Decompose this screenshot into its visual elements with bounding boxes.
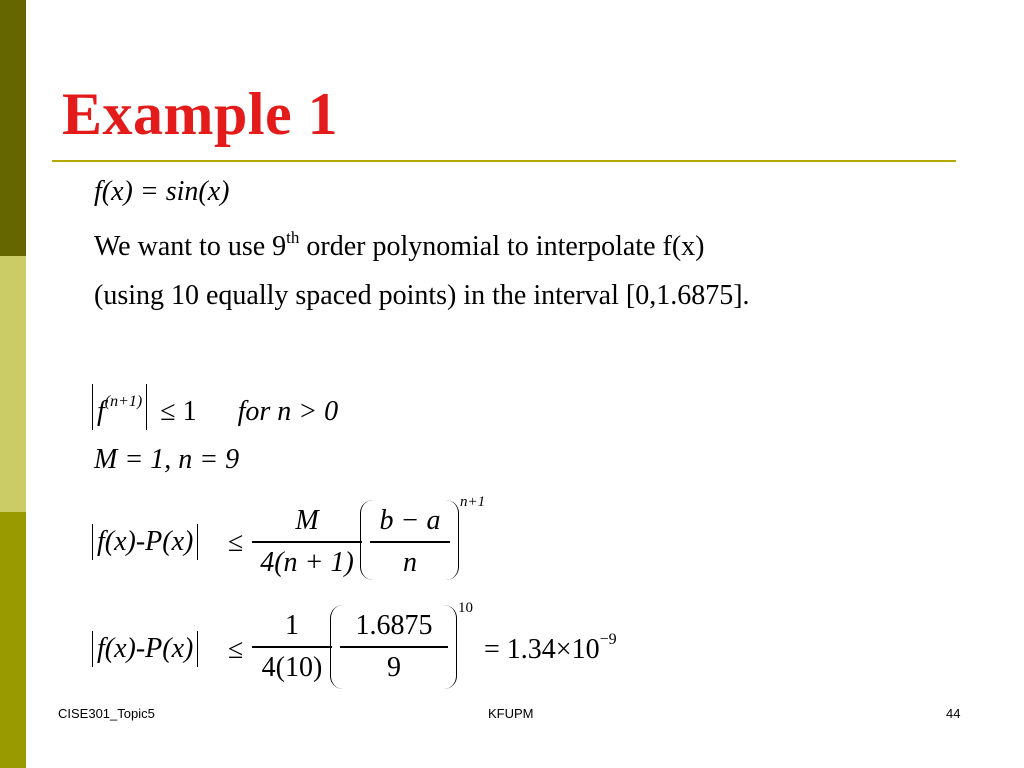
slide-number: 44 — [946, 706, 961, 721]
error-abs-2: f(x)-P(x) — [92, 631, 198, 667]
bound-value: ≤ 1 — [160, 396, 197, 427]
fraction-interval-denominator: 9 — [387, 651, 401, 683]
slide-title: Example 1 — [62, 81, 339, 147]
error-bound-lhs-2 — [92, 631, 198, 667]
fraction-m-numerator: M — [295, 505, 319, 536]
result-exponent: −9 — [599, 631, 617, 648]
fraction-interval-bar — [340, 646, 448, 648]
result-value: = 1.34×10 — [484, 634, 600, 665]
description-line-1 — [94, 228, 705, 263]
fraction-m-bar — [252, 541, 362, 543]
fraction-b-a-bar — [370, 541, 450, 543]
fraction-b-a-numerator: b − a — [379, 505, 441, 536]
description-line-1-a: We want to use 9 — [94, 231, 287, 262]
fraction-m — [252, 505, 362, 579]
exponent-10: 10 — [458, 600, 473, 616]
derivative-abs — [92, 384, 147, 430]
leq-sign-2: ≤ — [228, 634, 244, 665]
fraction-one-denominator: 4(10) — [261, 651, 323, 683]
bound-condition: for n > 0 — [237, 396, 339, 427]
footer-institution: KFUPM — [488, 706, 534, 721]
ordinal-suffix: th — [286, 228, 300, 247]
derivative-order: (n+1) — [104, 393, 143, 410]
fraction-interval — [340, 610, 448, 684]
result — [484, 631, 617, 666]
derivative-bound — [92, 384, 338, 430]
parameters: M = 1, n = 9 — [94, 444, 240, 475]
fraction-one-numerator: 1 — [285, 610, 299, 641]
derivative-f: f — [97, 396, 105, 427]
description-line-2: (using 10 equally spaced points) in the interval [0,1.6875]. — [94, 280, 750, 311]
title-divider — [52, 160, 956, 162]
fraction-b-a — [370, 505, 450, 579]
sidebar-bar-bottom — [0, 512, 26, 768]
right-paren-1 — [446, 500, 459, 580]
sidebar-bar-middle — [0, 256, 26, 512]
fraction-one-bar — [252, 646, 332, 648]
leq-sign-1: ≤ — [228, 527, 244, 558]
right-paren-2 — [444, 605, 457, 689]
footer-course: CISE301_Topic5 — [58, 706, 155, 721]
fraction-interval-numerator: 1.6875 — [355, 610, 433, 641]
error-bound-lhs — [92, 524, 198, 560]
exponent-n-plus-1: n+1 — [460, 494, 486, 510]
sidebar-bar-top — [0, 0, 26, 256]
function-definition: f(x) = sin(x) — [94, 176, 230, 207]
fraction-m-denominator: 4(n + 1) — [260, 546, 354, 578]
fraction-b-a-denominator: n — [403, 546, 417, 578]
error-abs: f(x)-P(x) — [92, 524, 198, 560]
fraction-one — [252, 610, 332, 684]
description-line-1-b: order polynomial to interpolate f(x) — [299, 231, 705, 262]
